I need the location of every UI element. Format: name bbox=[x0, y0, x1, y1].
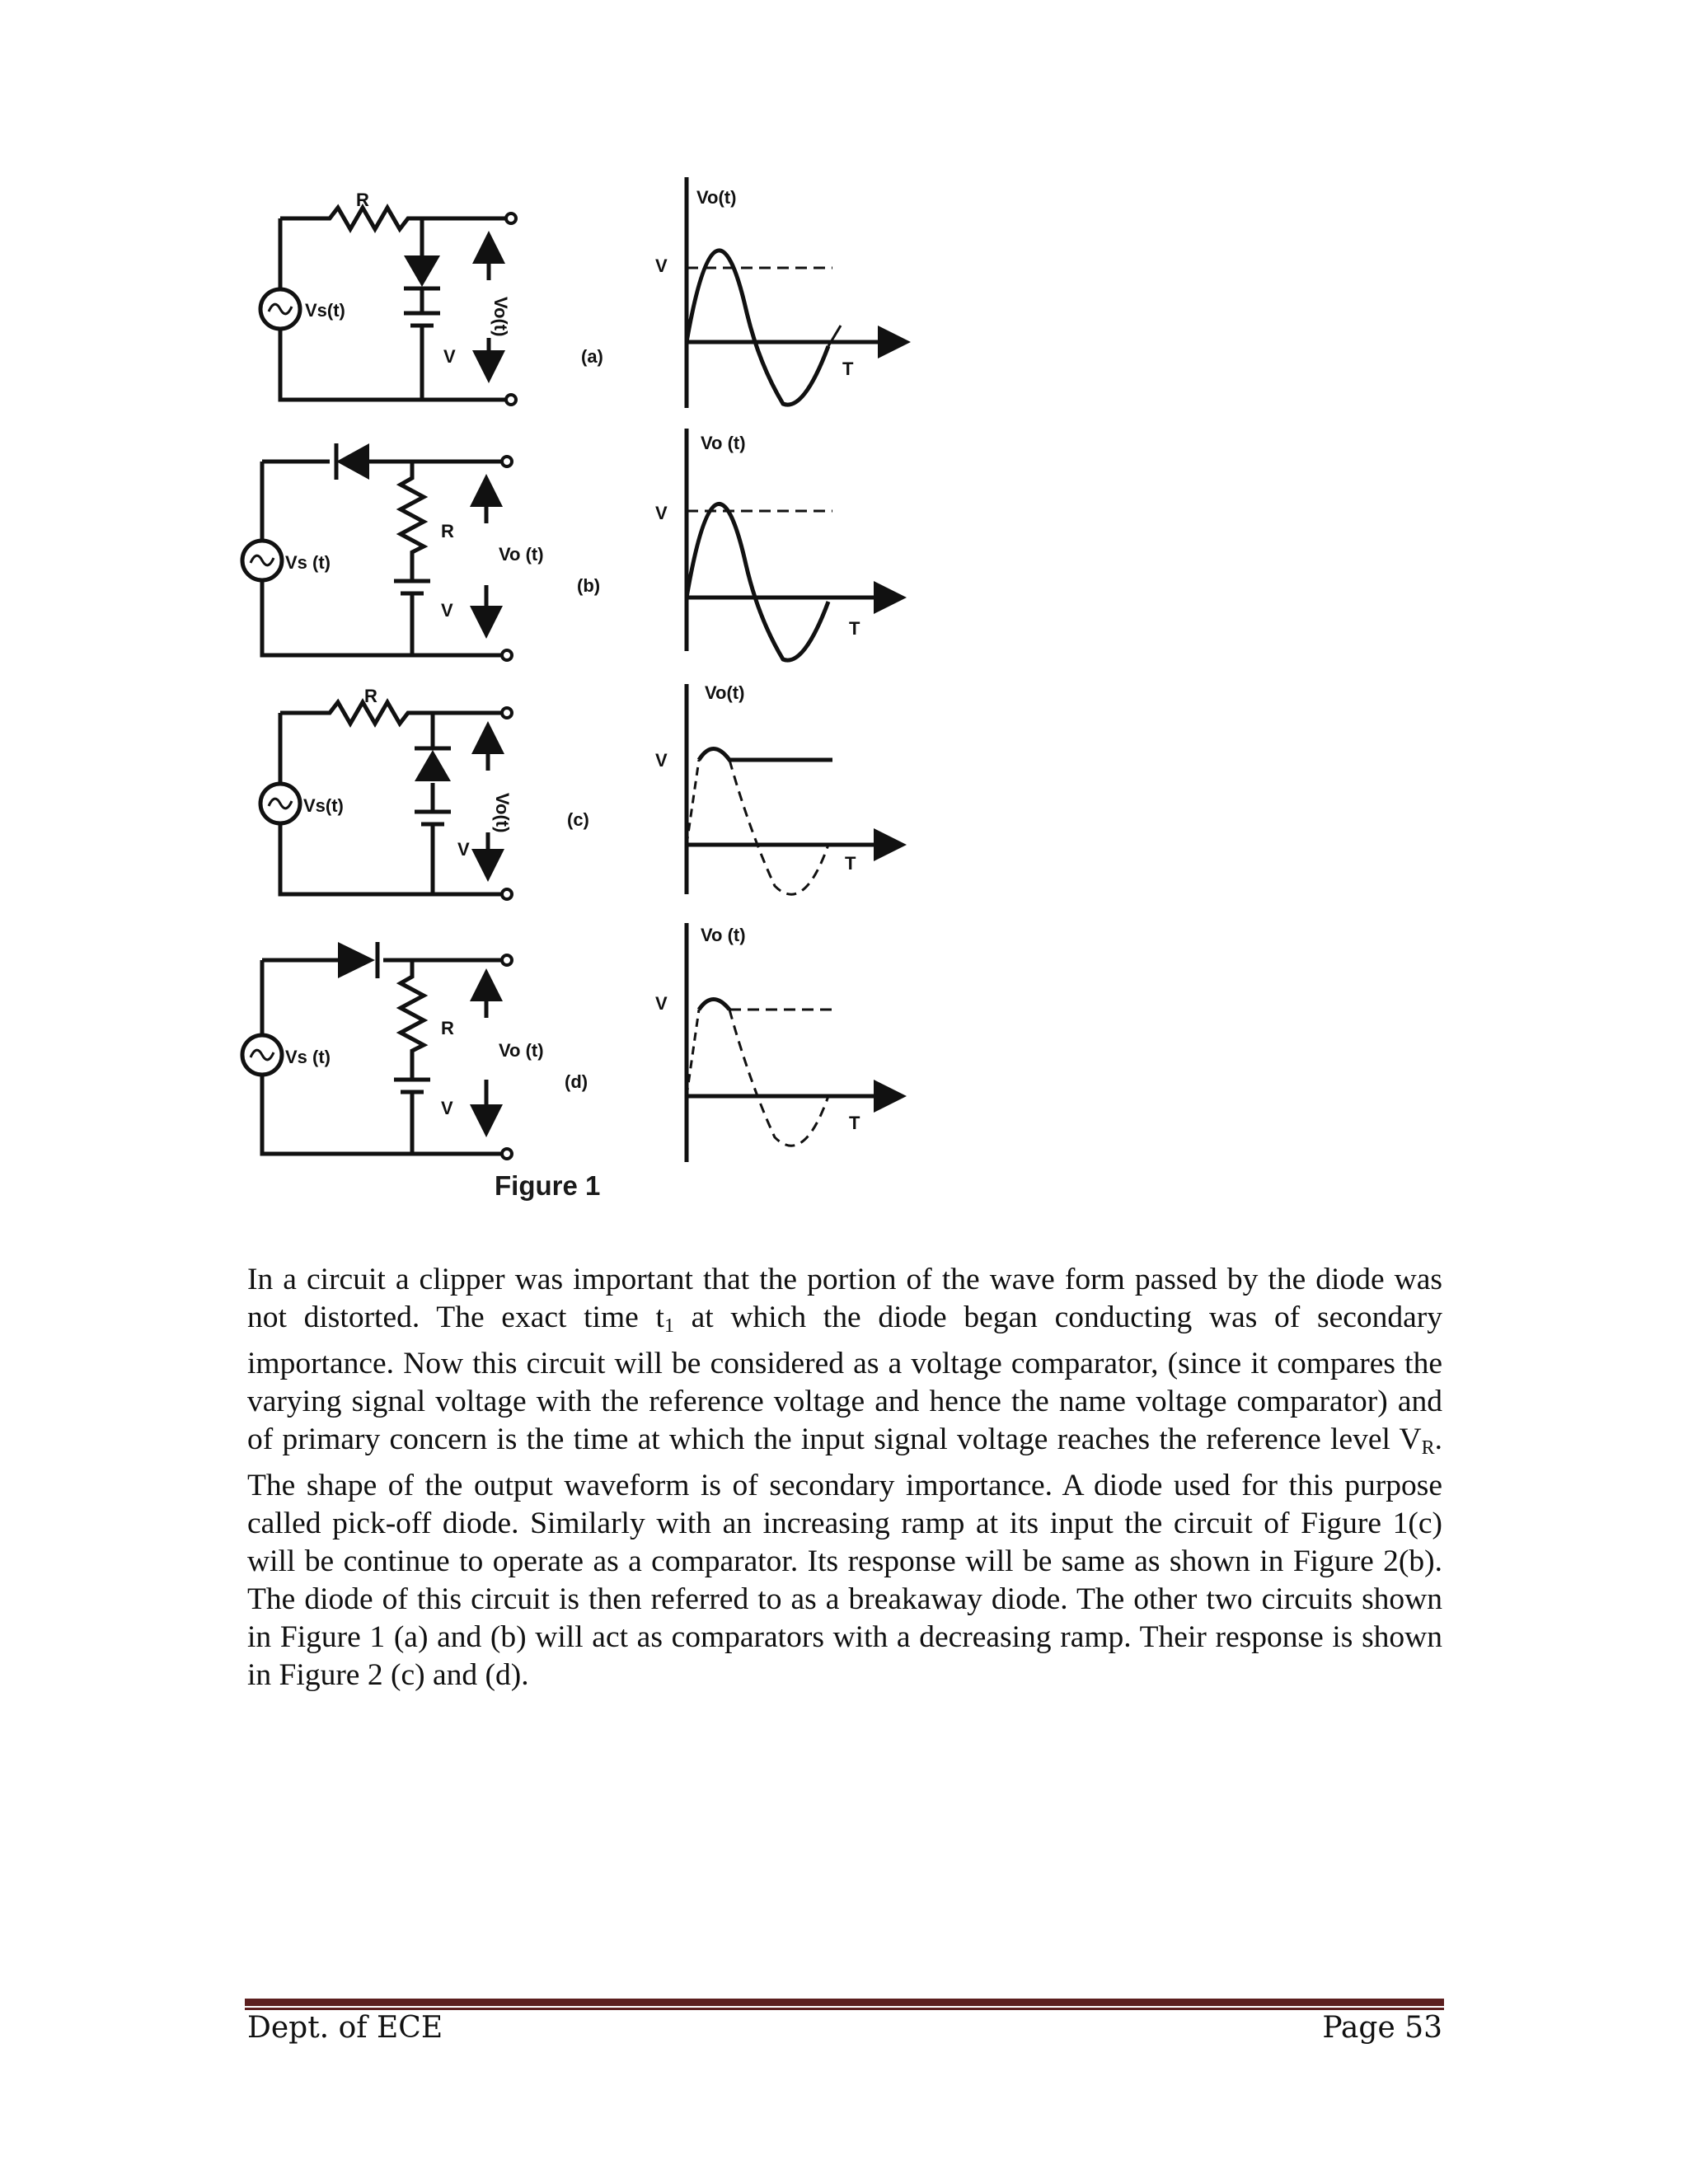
resistor-label-c: R bbox=[364, 686, 377, 706]
body-text-part-1: In a circuit a clipper was important that the portion of the wave form passed by the diode was not distorted. The exact time t bbox=[247, 1263, 1442, 1334]
source-label-b: Vs (t) bbox=[285, 552, 331, 573]
figure-caption bbox=[495, 1170, 742, 1212]
source-label-d: Vs (t) bbox=[285, 1047, 331, 1067]
battery-label-d: V bbox=[441, 1098, 453, 1118]
wave-level-b: V bbox=[655, 503, 668, 523]
footer-department: Dept. of ECE bbox=[247, 2011, 443, 2045]
wave-level-a: V bbox=[655, 255, 668, 276]
panel-a-symbols bbox=[260, 190, 603, 367]
waveform-b bbox=[687, 429, 898, 660]
output-label-b: Vo (t) bbox=[499, 544, 544, 565]
wave-axis-a: T bbox=[842, 359, 854, 379]
panel-tag-a: (a) bbox=[581, 346, 603, 367]
footer-page-number: Page 53 bbox=[1322, 2011, 1442, 2045]
body-text-part-3: . The shape of the output waveform is of secondary importance. A diode used for this purpose called pick-off diode. Similarly with an increasing ramp at its input the circuit of Figure 1(c) will be continue to operate as a comparator. Its response will be same as shown in Figure 2(b). The diode of this circuit is then referred to as a breakaway diode. The other two circuits shown in Figure 1 (a) and (b) will act as comparators with a decreasing ramp. Their response is shown in Figure 2 (c) and (d). bbox=[247, 1422, 1442, 1692]
body-paragraph bbox=[247, 1261, 1442, 1694]
panel-tag-c: (c) bbox=[567, 809, 589, 830]
wave-level-d: V bbox=[655, 993, 668, 1014]
resistor-label-b: R bbox=[441, 521, 454, 541]
wave-title-b: Vo (t) bbox=[701, 433, 746, 453]
output-label-d: Vo (t) bbox=[499, 1040, 544, 1061]
waveform-a bbox=[687, 177, 903, 408]
battery-label-c: V bbox=[457, 839, 470, 860]
wave-axis-d: T bbox=[849, 1113, 860, 1133]
wave-title-a: Vo(t) bbox=[696, 187, 737, 208]
source-label-c: Vs(t) bbox=[303, 795, 344, 816]
output-label-c: Vo(t) bbox=[492, 793, 513, 833]
panel-tag-d: (d) bbox=[565, 1071, 588, 1092]
wave-axis-b: T bbox=[849, 618, 860, 639]
wave-level-c: V bbox=[655, 750, 668, 771]
source-label-a: Vs(t) bbox=[305, 300, 345, 321]
output-label-a: Vo(t) bbox=[490, 297, 511, 337]
resistor-label-d: R bbox=[441, 1018, 454, 1038]
resistor-label-a: R bbox=[356, 190, 369, 210]
subscript-r: R bbox=[1421, 1437, 1435, 1459]
figure-caption-text: Figure 1 bbox=[495, 1170, 601, 1201]
waveform-d bbox=[687, 923, 898, 1162]
footer-divider-thick bbox=[245, 1999, 1444, 2006]
battery-label-a: V bbox=[443, 346, 456, 367]
subscript-1: 1 bbox=[663, 1315, 674, 1337]
panel-tag-b: (b) bbox=[577, 575, 601, 596]
footer-divider bbox=[245, 1999, 1444, 2010]
wave-title-d: Vo (t) bbox=[701, 925, 746, 945]
body-text-part-2: at which the diode began conducting was of secondary importance. Now this circuit will be considered as a voltage comparator, (since it compares the varying signal voltage with the reference voltage and hence the name voltage comparator) and of primary concern is the time at which the input signal voltage reaches the reference level V bbox=[247, 1301, 1442, 1456]
footer-divider-thin bbox=[245, 2008, 1444, 2010]
wave-axis-c: T bbox=[845, 853, 856, 874]
battery-label-b: V bbox=[441, 600, 453, 621]
waveform-c bbox=[687, 684, 898, 894]
wave-title-c: Vo(t) bbox=[705, 682, 745, 703]
